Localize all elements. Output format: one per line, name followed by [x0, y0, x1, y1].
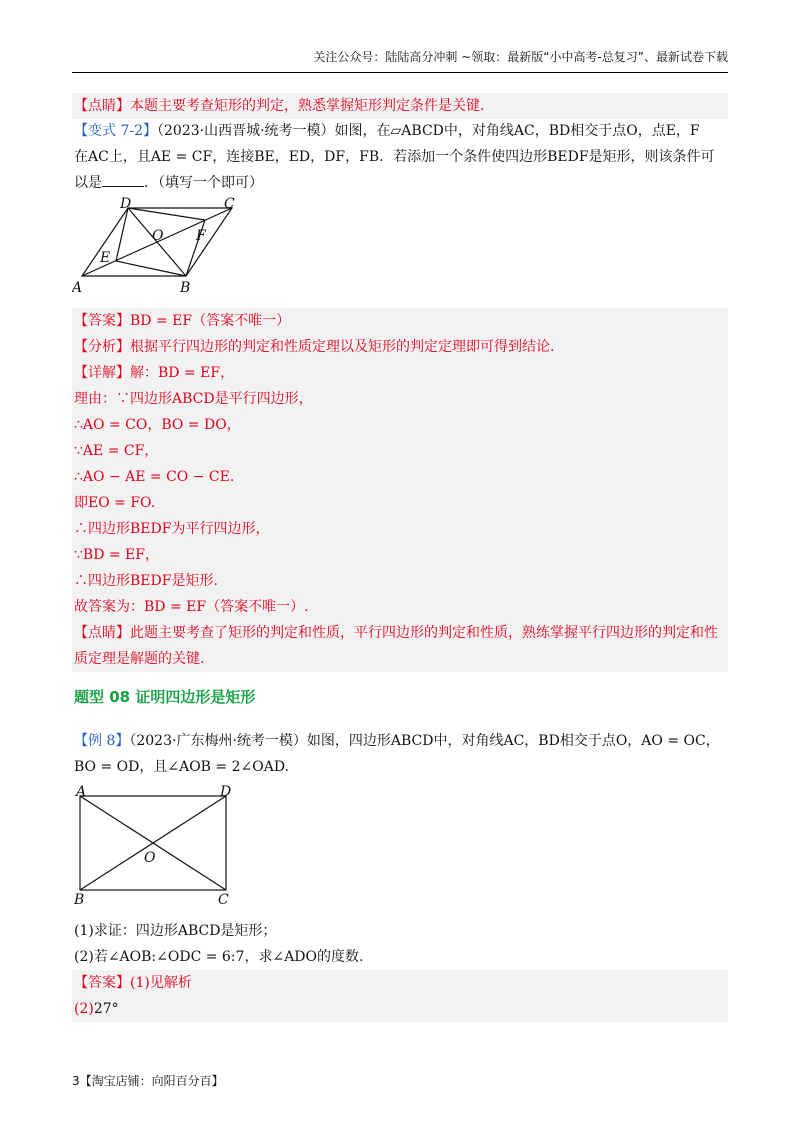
variant-line1: （2023·山西晋城·统考一模）如图，在▱ABCD中，对角线AC，BD相交于点O，点E，F: [157, 123, 700, 139]
header-rule: [72, 72, 728, 73]
step-4: ∴AO − AE = CO − CE.: [74, 469, 235, 485]
answer-2: [72, 970, 728, 1022]
question-1: (1)求证：四边形ABCD是矩形；: [74, 923, 277, 939]
answer-blank: [102, 172, 144, 187]
answer2-a1: (1)见解析: [130, 975, 192, 991]
analysis-text: 根据平行四边形的判定和性质定理以及矩形的判定定理即可得到结论.: [130, 339, 555, 355]
top-note: [72, 93, 728, 119]
step-1: 理由：∵四边形ABCD是平行四边形，: [74, 391, 313, 407]
section-title: 题型 08 证明四边形是矩形: [74, 688, 256, 706]
page-footer: 3【淘宝店铺：向阳百分百】: [72, 1074, 224, 1088]
label-D: D: [120, 196, 132, 212]
step-7: ∵BD = EF，: [74, 547, 159, 563]
example-line1: （2023·广东梅州·统考一模）如图，四边形ABCD中，对角线AC，BD相交于点O，AO = OC，: [129, 733, 720, 749]
analysis-tag: 【分析】: [74, 339, 130, 355]
label-E: E: [100, 250, 111, 266]
label-D-2: D: [220, 784, 232, 800]
answer2-tag: 【答案】: [74, 975, 130, 991]
detail-text: 解：BD = EF，: [130, 365, 235, 381]
label-A-2: A: [76, 784, 87, 800]
label-C-2: C: [218, 892, 229, 908]
question-2: (2)若∠AOB:∠ODC = 6:7，求∠ADO的度数.: [74, 949, 364, 965]
page-header: 关注公众号：陆陆高分冲刺 ~领取：最新版“小中高考-总复习”、最新试卷下载: [313, 50, 728, 64]
example-line2: BO = OD，且∠AOB = 2∠OAD.: [74, 759, 289, 775]
step-3: ∵AE = CF，: [74, 443, 159, 459]
answer2-a2-value: 27°: [93, 1001, 119, 1017]
answer-tag: 【答案】: [74, 313, 130, 329]
label-C: C: [224, 196, 235, 212]
note-tag-2: 【点睛】: [74, 625, 130, 641]
note-line2: 质定理是解题的关键.: [74, 651, 205, 667]
step-2: ∴AO = CO，BO = DO，: [74, 417, 241, 433]
note-tag: 【点睛】: [74, 98, 130, 114]
step-9: 故答案为：BD = EF（答案不唯一）.: [74, 599, 309, 615]
parallelogram-figure: [72, 196, 252, 296]
step-8: ∴四边形BEDF是矩形.: [74, 573, 218, 589]
label-F: F: [196, 228, 206, 244]
solution-1: [72, 308, 728, 672]
label-O: O: [152, 228, 164, 244]
example-tag: 【例 8】: [74, 733, 130, 749]
questions: [72, 918, 728, 970]
note-line1: 此题主要考查了矩形的判定和性质，平行四边形的判定和性质，熟练掌握平行四边形的判定和性: [130, 625, 718, 641]
variant-problem: [72, 118, 728, 196]
label-B-2: B: [74, 892, 85, 908]
label-B: B: [180, 280, 191, 296]
variant-line2: 在AC上，且AE = CF，连接BE，ED，DF，FB．若添加一个条件使四边形BEDF是矩形，则该条件可: [74, 149, 715, 165]
example-problem: [72, 728, 728, 780]
rectangle-figure: [72, 784, 242, 908]
label-O-2: O: [144, 850, 156, 866]
variant-line3-a: 以是: [74, 175, 102, 191]
step-6: ∴四边形BEDF为平行四边形，: [74, 521, 270, 537]
variant-line3-b: ．（填写一个即可）: [144, 175, 263, 191]
note-text: 本题主要考查矩形的判定，熟悉掌握矩形判定条件是关键.: [130, 98, 485, 114]
step-5: 即EO = FO.: [74, 495, 156, 511]
detail-tag: 【详解】: [74, 365, 130, 381]
label-A: A: [72, 280, 83, 296]
variant-tag: 【变式 7-2】: [74, 123, 157, 139]
answer-text: BD = EF（答案不唯一）: [130, 313, 291, 329]
answer2-a2-prefix: (2): [74, 1001, 94, 1017]
